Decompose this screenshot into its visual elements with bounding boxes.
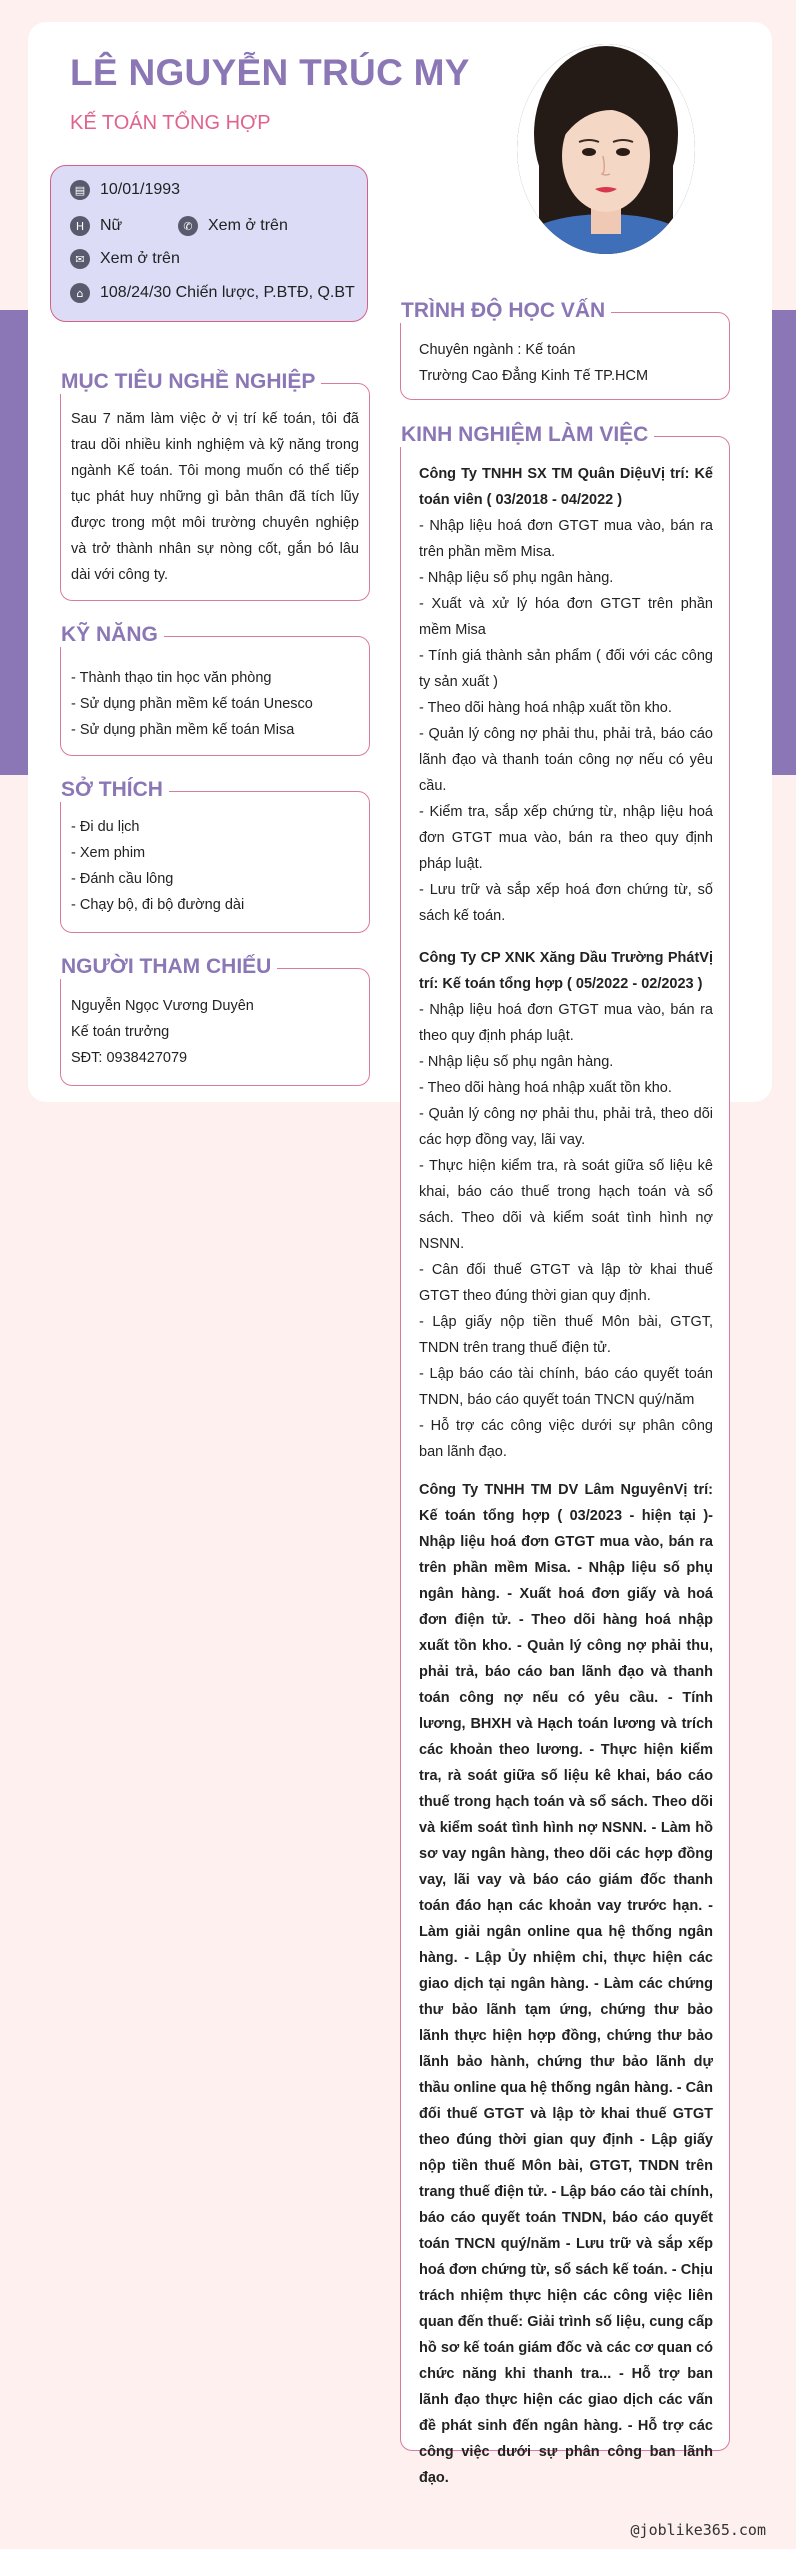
job-entry-1 (419, 461, 713, 929)
education-section (400, 299, 730, 400)
education-title: TRÌNH ĐỘ HỌC VẤN (397, 299, 611, 323)
reference-title: NGƯỜI THAM CHIẾU (57, 955, 277, 979)
job-1-line: - Tính giá thành sản phẩm ( đối với các công ty sản xuất ) (419, 648, 713, 690)
address-value: 108/24/30 Chiến lược, P.BTĐ, Q.BT (100, 284, 355, 301)
email-row (70, 249, 180, 269)
site-watermark: @joblike365.com (630, 2521, 766, 2539)
birthdate-row (70, 180, 180, 200)
job-2-line: - Thực hiện kiểm tra, rà soát giữa số liệu kê khai, báo cáo thuế trong hạch toán và sổ sách. Theo dõi và kiểm soát tình hình nợ NSNN. (419, 1158, 713, 1252)
skills-section (60, 623, 370, 756)
phone-value: Xem ở trên (208, 217, 288, 234)
education-school: Trường Cao Đẳng Kinh Tế TP.HCM (419, 368, 649, 384)
education-major: Chuyên ngành : Kế toán (419, 342, 576, 358)
education-details (419, 337, 719, 389)
reference-name: Nguyễn Ngọc Vương Duyên (71, 998, 254, 1014)
phone-row (178, 216, 288, 236)
skill-item: - Thành thạo tin học văn phòng (71, 670, 272, 686)
hobby-item: - Xem phim (71, 845, 146, 861)
portrait-image (517, 44, 695, 254)
gender-icon: H (70, 216, 90, 236)
profile-photo (517, 44, 695, 254)
job-1-line: - Lưu trữ và sắp xếp hoá đơn chứng từ, số sách kế toán. (419, 882, 713, 924)
hobbies-list (71, 814, 361, 918)
objective-text: Sau 7 năm làm việc ở vị trí kế toán, tôi đã trau dồi nhiều kinh nghiệm và kỹ năng trong ngành Kế toán. Tôi mong muốn có thể tiếp tục phát huy những gì bản thân đã tích lũy được trong một môi trường chuyên nghiệp và trở thành nhân sự nòng cốt, gắn bó lâu dài với công ty. (71, 411, 359, 583)
experience-title: KINH NGHIỆM LÀM VIỆC (397, 423, 654, 447)
job-1-heading: Công Ty TNHH SX TM Quân DiệuVị trí: Kế toán viên ( 03/2018 - 04/2022 ) (419, 466, 713, 508)
reference-section (60, 955, 370, 1086)
left-accent-band (0, 310, 28, 775)
hobbies-title: SỞ THÍCH (57, 778, 169, 802)
home-icon: ⌂ (70, 283, 90, 303)
birthdate-value: 10/01/1993 (100, 181, 181, 198)
reference-position: Kế toán trưởng (71, 1024, 170, 1040)
job-1-line: - Nhập liệu số phụ ngân hàng. (419, 570, 614, 586)
reference-phone: SĐT: 0938427079 (71, 1050, 188, 1066)
job-2-line: - Cân đối thuế GTGT và lập tờ khai thuế GTGT theo đúng thời gian quy định. (419, 1262, 713, 1304)
job-2-line: - Nhập liệu số phụ ngân hàng. (419, 1054, 614, 1070)
job-2-line: - Lập giấy nộp tiền thuế Môn bài, GTGT, TNDN trên trang thuế điện tử. (419, 1314, 713, 1356)
job-1-line: - Kiểm tra, sắp xếp chứng từ, nhập liệu hoá đơn GTGT mua vào, bán ra theo quy định pháp luật. (419, 804, 713, 872)
job-entry-2 (419, 945, 713, 1465)
reference-list (71, 993, 361, 1071)
skills-title: KỸ NĂNG (57, 623, 164, 647)
job-2-heading: Công Ty CP XNK Xăng Dầu Trường PhátVị trí: Kế toán tổng hợp ( 05/2022 - 02/2023 ) (419, 950, 713, 992)
job-2-line: - Quản lý công nợ phải thu, phải trả, theo dõi các hợp đồng vay, lãi vay. (419, 1106, 713, 1148)
objective-title: MỤC TIÊU NGHỀ NGHIỆP (57, 370, 321, 394)
job-2-line: - Theo dõi hàng hoá nhập xuất tồn kho. (419, 1080, 672, 1096)
hobby-item: - Đi du lịch (71, 819, 140, 835)
gender-value: Nữ (100, 217, 123, 234)
email-value: Xem ở trên (100, 250, 180, 267)
job-1-line: - Theo dõi hàng hoá nhập xuất tồn kho. (419, 700, 672, 716)
hobbies-section (60, 778, 370, 933)
job-entry-3: Công Ty TNHH TM DV Lâm NguyênVị trí: Kế toán tổng hợp ( 03/2023 - hiện tại )-Nhập liệu hoá đơn GTGT mua vào, bán ra trên phần mềm Misa. - Nhập liệu số phụ ngân hàng. - Xuất hoá đơn giấy và hoá đơn điện tử. - Theo dõi hàng hoá nhập xuất tồn kho. - Quản lý công nợ phải thu, phải trả, báo cáo ban lãnh đạo và thanh toán công nợ nếu có yêu cầu. - Tính lương, BHXH và Hạch toán lương và trích các khoản theo lương. - Thực hiện kiểm tra, rà soát giữa số liệu kê khai, báo cáo thuế trong hạch toán và sổ sách. Theo dõi và kiểm soát tình hình nợ NSNN. - Làm hồ sơ vay ngân hàng, theo dõi các hợp đồng vay, lãi vay và báo cáo giám đốc thanh toán đáo hạn các khoản vay trước hạn. - Làm giải ngân online qua hệ thống ngân hàng. - Lập Ủy nhiệm chi, thực hiện các giao dịch tại ngân hàng. - Làm các chứng thư bảo lãnh tạm ứng, chứng thư bảo lãnh thực hiện hợp đồng, chứng thư bảo lãnh bảo hành, chứng thư bảo lãnh dự thầu online qua hệ thống ngân hàng. - Cân đối thuế GTGT và lập tờ khai thuế GTGT theo đúng thời gian quy định - Lập giấy nộp tiền thuế Môn bài, GTGT, TNDN trên trang thuế điện tử. - Lập báo cáo tài chính, báo cáo quyết toán TNDN, báo cáo quyết toán TNCN quý/năm - Lưu trữ và sắp xếp hoá đơn chứng từ, sổ sách kế toán. - Chịu trách nhiệm thực hiện các công việc liên quan đến thuế: Giải trình số liệu, cung cấp hồ sơ kế toán giám đốc và các cơ quan có chức năng khi thanh tra... - Hỗ trợ ban lãnh đạo thực hiện các giao dịch các vấn đề phát sinh đến ngân hàng. - Hỗ trợ các công việc dưới sự phân công ban lãnh đạo. (419, 1482, 714, 2486)
candidate-name: LÊ NGUYỄN TRÚC MY (70, 52, 470, 93)
objective-section (60, 370, 370, 601)
job-1-line: - Xuất và xử lý hóa đơn GTGT trên phần mềm Misa (419, 596, 713, 638)
skill-item: - Sử dụng phần mềm kế toán Misa (71, 722, 295, 738)
job-1-line: - Quản lý công nợ phải thu, phải trả, báo cáo lãnh đạo và thanh toán công nợ nếu có yêu cầu. (419, 726, 713, 794)
experience-section (400, 423, 730, 2486)
address-row (70, 283, 355, 303)
email-icon: ✉ (70, 249, 90, 269)
right-accent-band (768, 310, 796, 775)
candidate-role: KẾ TOÁN TỔNG HỢP (70, 112, 271, 134)
job-2-line: - Hỗ trợ các công việc dưới sự phân công ban lãnh đạo. (419, 1418, 713, 1460)
calendar-icon: ▤ (70, 180, 90, 200)
hobby-item: - Chạy bộ, đi bộ đường dài (71, 897, 245, 913)
job-2-line: - Lập báo cáo tài chính, báo cáo quyết toán TNDN, báo cáo quyết toán TNCN quý/năm (419, 1366, 713, 1408)
skill-item: - Sử dụng phần mềm kế toán Unesco (71, 696, 313, 712)
job-1-line: - Nhập liệu hoá đơn GTGT mua vào, bán ra trên phần mềm Misa. (419, 518, 713, 560)
phone-icon: ✆ (178, 216, 198, 236)
gender-row (70, 216, 122, 236)
skills-list (71, 665, 361, 743)
job-2-line: - Nhập liệu hoá đơn GTGT mua vào, bán ra theo quy định pháp luật. (419, 1002, 713, 1044)
hobby-item: - Đánh cầu lông (71, 871, 174, 887)
